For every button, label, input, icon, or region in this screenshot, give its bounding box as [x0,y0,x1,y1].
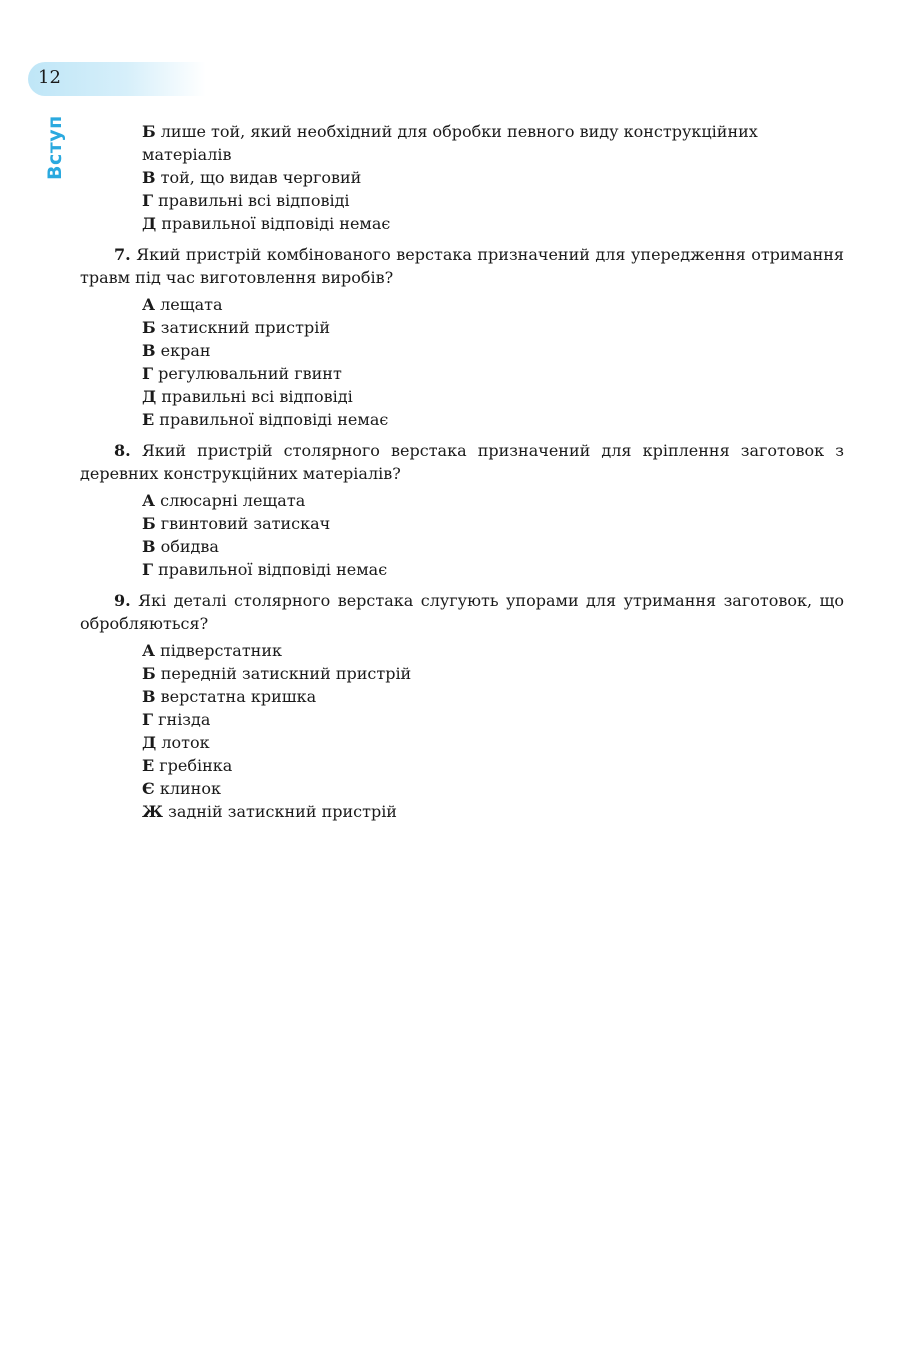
question-8 [80,439,844,485]
question-number: 9. [114,591,131,610]
answer-option: Ж задній затискний пристрій [142,802,397,821]
answer-option: Д лоток [142,733,210,752]
section-side-label: Вступ [44,115,66,180]
question-9 [80,589,844,635]
answer-option: Б затискний пристрій [142,318,330,337]
answer-option: В той, що видав черговий [142,168,362,187]
answer-option: Е гребінка [142,756,233,775]
question-number: 8. [114,441,131,460]
intro-options [142,120,844,235]
question-9-options [142,639,844,823]
question-text: Який пристрій комбінованого верстака призначений для упередження отримання травм під час виготовлення виробів? [80,245,844,287]
answer-option: А підверстатник [142,641,283,660]
question-7-options [142,293,844,431]
page-number: 12 [38,67,61,88]
answer-option: Г правильної відповіді немає [142,560,388,579]
answer-option: В верстатна кришка [142,687,317,706]
question-number: 7. [114,245,131,264]
answer-option: Д правильної відповіді немає [142,214,391,233]
answer-option: Б гвинтовий затискач [142,514,331,533]
answer-option: Д правильні всі відповіді [142,387,353,406]
page-number-tab [28,62,206,96]
answer-option: В обидва [142,537,219,556]
answer-option: Б передній затискний пристрій [142,664,412,683]
answer-option: А слюсарні лещата [142,491,306,510]
question-8-options [142,489,844,581]
answer-option: В екран [142,341,211,360]
page-content [80,120,844,823]
answer-option: Є клинок [142,779,221,798]
answer-option: Б лише той, який необхідний для обробки певного виду конструкційних матеріалів [142,122,758,164]
question-text: Які деталі столярного верстака слугують упорами для утримання заготовок, що обробляються? [80,591,844,633]
answer-option: Г гнізда [142,710,211,729]
answer-option: Г правильні всі відповіді [142,191,350,210]
answer-option: Г регулювальний гвинт [142,364,342,383]
answer-option: А лещата [142,295,223,314]
answer-option: Е правильної відповіді немає [142,410,389,429]
question-text: Який пристрій столярного верстака призначений для кріплення заготовок з деревних конструкційних матеріалів? [80,441,844,483]
question-7 [80,243,844,289]
